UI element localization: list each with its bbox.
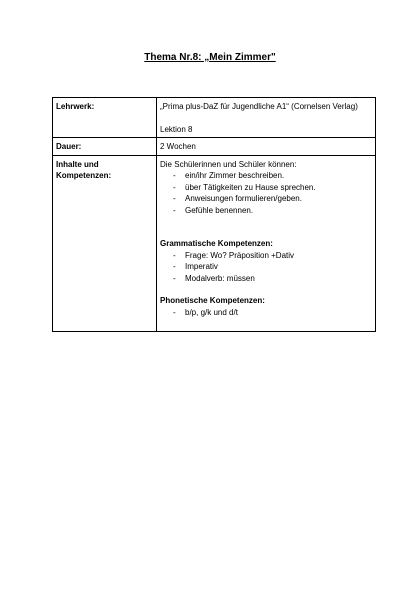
inhalte-intro: Die Schülerinnen und Schüler können: [160, 159, 297, 169]
inhalte-label: Inhalte und Kompetenzen: [53, 155, 157, 332]
table-row-dauer [53, 138, 376, 156]
list-item: - über Tätigkeiten zu Hause sprechen. [173, 182, 372, 194]
list-item: - Imperativ [173, 261, 372, 273]
list-item: - Frage: Wo? Präposition +Dativ [173, 250, 372, 262]
phonetic-list [160, 307, 372, 319]
lehrwerk-label: Lehrwerk: [53, 98, 157, 138]
phonetic-heading: Phonetische Kompetenzen: [160, 296, 265, 305]
lehrwerk-lesson: Lektion 8 [160, 124, 193, 134]
list-item: - b/p, g/k und d/t [173, 307, 372, 319]
skills-list [160, 170, 372, 216]
list-item: - Anweisungen formulieren/geben. [173, 193, 372, 205]
dauer-label: Dauer: [53, 138, 157, 156]
list-item: - Modalverb: müssen [173, 273, 372, 285]
table-row-lehrwerk [53, 98, 376, 138]
dauer-value: 2 Wochen [157, 138, 376, 156]
grammar-heading: Grammatische Kompetenzen: [160, 239, 273, 248]
lesson-plan-table [52, 97, 376, 332]
table-row-inhalte [53, 155, 376, 332]
list-item: - Gefühle benennen. [173, 205, 372, 217]
grammar-list [160, 250, 372, 285]
lehrwerk-value [157, 98, 376, 138]
document-title: Thema Nr.8: „Mein Zimmer" [144, 52, 276, 63]
inhalte-value [157, 155, 376, 332]
list-item: - ein/ihr Zimmer beschreiben. [173, 170, 372, 182]
lehrwerk-title: „Prima plus-DaZ für Jugendliche A1“ (Cornelsen Verlag) [160, 102, 358, 111]
